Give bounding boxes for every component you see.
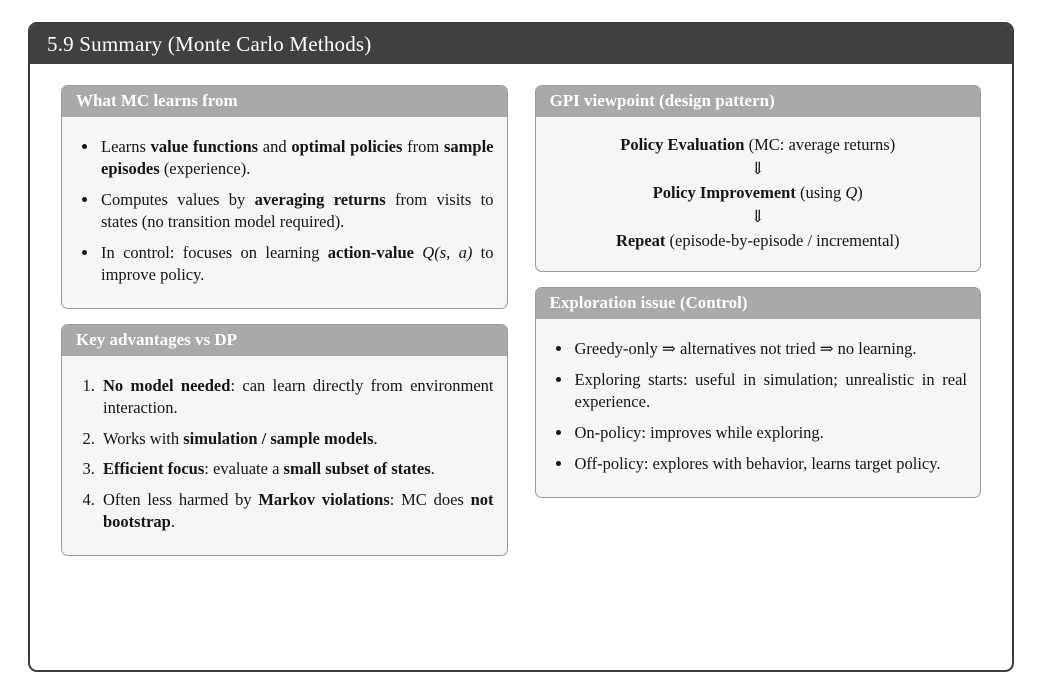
list-item bbox=[573, 338, 968, 360]
text: : can learn directly from environment interaction. bbox=[103, 375, 494, 417]
math-text: Q(s, a) bbox=[422, 242, 473, 262]
flow-step bbox=[546, 231, 971, 251]
bold-text: Policy Evaluation bbox=[620, 135, 745, 154]
bold-text: value functions bbox=[150, 137, 259, 156]
list-item bbox=[99, 136, 494, 180]
what-mc-learns-from-list bbox=[62, 117, 507, 308]
key-advantages-list bbox=[62, 356, 507, 556]
list-item bbox=[99, 189, 494, 233]
text: : MC does bbox=[389, 490, 471, 510]
bold-text: simulation / sample models bbox=[183, 428, 374, 448]
text: (MC: average returns) bbox=[744, 135, 896, 154]
exploration-issue-list bbox=[536, 319, 981, 497]
double-down-arrow-icon: ⇓ bbox=[750, 159, 765, 178]
bold-text: small subset of states bbox=[283, 459, 431, 479]
bold-text: action-value bbox=[327, 242, 414, 262]
text: Off-policy: explores with behavior, learns target policy. bbox=[574, 453, 941, 473]
box-title-gpi-viewpoint: GPI viewpoint (design pattern) bbox=[536, 86, 981, 117]
text: Exploring starts: useful in simulation; unrealistic in real experience. bbox=[574, 369, 967, 411]
bold-text: sample episodes bbox=[101, 137, 494, 178]
summary-card bbox=[28, 22, 1014, 672]
list-item bbox=[573, 453, 968, 475]
text: Greedy-only ⇒ alternatives not tried ⇒ no learning. bbox=[574, 339, 917, 358]
box-title-exploration-issue: Exploration issue (Control) bbox=[536, 288, 981, 319]
text: (experience). bbox=[159, 158, 251, 178]
bold-text: Markov violations bbox=[258, 490, 390, 510]
box-gpi-viewpoint bbox=[535, 85, 982, 272]
text: Learns bbox=[101, 137, 151, 156]
gpi-flow-diagram bbox=[536, 117, 981, 271]
flow-step bbox=[546, 183, 971, 203]
text: : evaluate a bbox=[204, 459, 284, 479]
bold-text: Efficient focus bbox=[103, 459, 205, 479]
text: (using bbox=[795, 183, 846, 202]
text: In control: focuses on learning bbox=[101, 242, 328, 262]
text: Works with bbox=[103, 428, 184, 448]
text: ) bbox=[857, 183, 863, 202]
text: Often less harmed by bbox=[103, 490, 259, 510]
box-key-advantages-vs-dp bbox=[61, 324, 508, 557]
box-title-key-advantages-vs-dp: Key advantages vs DP bbox=[62, 325, 507, 356]
list-item bbox=[573, 422, 968, 444]
text: to improve policy. bbox=[101, 242, 494, 284]
left-column bbox=[61, 85, 508, 556]
right-column bbox=[535, 85, 982, 556]
text: . bbox=[170, 512, 175, 532]
text: from visits to states (no transition model required). bbox=[101, 189, 494, 231]
box-exploration-issue bbox=[535, 287, 982, 498]
box-what-mc-learns-from bbox=[61, 85, 508, 309]
double-down-arrow-icon: ⇓ bbox=[750, 207, 765, 226]
text: from bbox=[402, 137, 444, 156]
box-title-what-mc-learns-from: What MC learns from bbox=[62, 86, 507, 117]
bold-text: Repeat bbox=[615, 231, 666, 250]
bold-text: Policy Improvement bbox=[652, 183, 796, 202]
flow-step bbox=[546, 135, 971, 155]
bold-text: averaging returns bbox=[254, 189, 386, 209]
list-item bbox=[99, 458, 494, 480]
bold-text: not bootstrap bbox=[103, 490, 494, 532]
text: . bbox=[373, 428, 378, 448]
list-item bbox=[99, 375, 494, 419]
text: (episode-by-episode / incremental) bbox=[665, 231, 900, 250]
list-item bbox=[99, 489, 494, 533]
list-item bbox=[99, 242, 494, 286]
math-text: Q bbox=[845, 183, 858, 202]
list-item bbox=[573, 369, 968, 413]
text: On-policy: improves while exploring. bbox=[574, 422, 824, 442]
text: . bbox=[430, 459, 435, 479]
text: and bbox=[258, 137, 292, 156]
content-area bbox=[30, 64, 1012, 556]
text: Computes values by bbox=[101, 189, 255, 209]
page-title: 5.9 Summary (Monte Carlo Methods) bbox=[30, 24, 1012, 64]
bold-text: optimal policies bbox=[291, 137, 403, 156]
bold-text: No model needed bbox=[103, 375, 231, 395]
list-item bbox=[99, 428, 494, 450]
